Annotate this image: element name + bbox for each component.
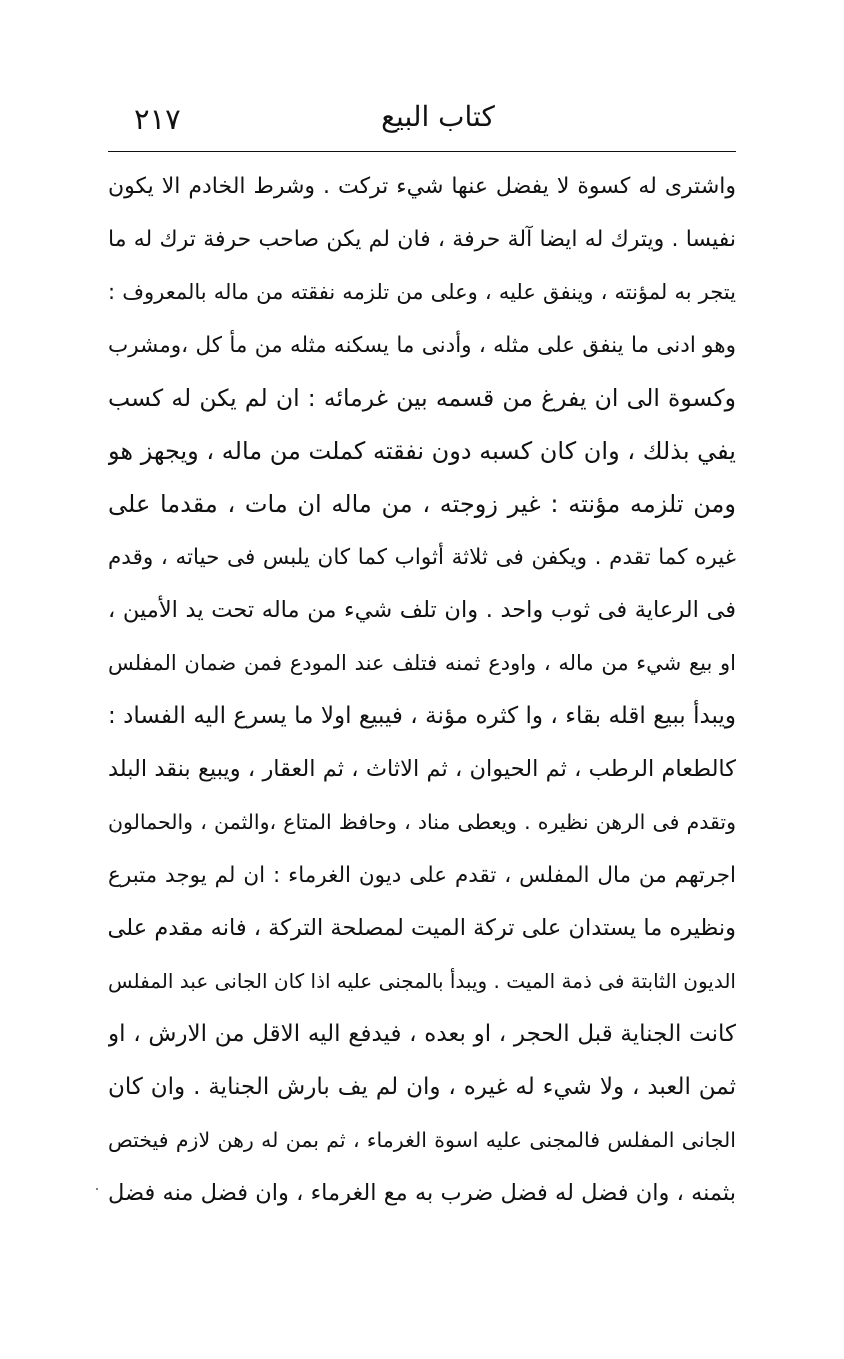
text-line: ونظيره ما يستدان على تركة الميت لمصلحة التركة ، فانه مقدم على (108, 915, 736, 941)
text-line: غيره كما تقدم . ويكفن فى ثلاثة أثواب كما كان يلبس فى حياته ، وقدم (108, 545, 736, 570)
text-line: كالطعام الرطب ، ثم الحيوان ، ثم الاثاث ، ثم العقار ، ويبيع بنقد البلد (108, 756, 736, 782)
text-line: الديون الثابتة فى ذمة الميت . ويبدأ بالمجنى عليه اذا كان الجانى عبد المفلس (108, 969, 736, 993)
body-text (108, 160, 736, 1220)
text-line: الجانى المفلس فالمجنى عليه اسوة الغرماء ، ثم بمن له رهن لازم فيختص (108, 1128, 736, 1152)
scan-speck (96, 1188, 98, 1190)
text-line: واشترى له كسوة لا يفضل عنها شيء تركت . وشرط الخادم الا يكون (108, 174, 736, 199)
text-line: بثمنه ، وان فضل له فضل ضرب به مع الغرماء ، وان فضل منه فضل (108, 1180, 736, 1206)
text-line: ومن تلزمه مؤنته : غير زوجته ، من ماله ان مات ، مقدما على (108, 490, 736, 518)
page-number: ٢١٧ (134, 102, 181, 136)
text-line: كانت الجناية قبل الحجر ، او بعده ، فيدفع اليه الاقل من الارش ، او (108, 1021, 736, 1047)
text-line: وتقدم فى الرهن نظيره . ويعطى مناد ، وحافظ المتاع ،والثمن ، والحمالون (108, 810, 736, 834)
text-line: ثمن العبد ، ولا شيء له غيره ، وان لم يف بارش الجناية . وان كان (108, 1074, 736, 1100)
text-line: اجرتهم من مال المفلس ، تقدم على ديون الغرماء : ان لم يوجد متبرع (108, 863, 736, 888)
text-line: يفي بذلك ، وان كان كسبه دون نفقته كملت من ماله ، ويجهز هو (108, 437, 736, 465)
header-rule (108, 151, 736, 152)
text-line: ويبدأ ببيع اقله بقاء ، وا كثره مؤنة ، فيبيع اولا ما يسرع اليه الفساد : (108, 703, 736, 729)
text-line: فى الرعاية فى ثوب واحد . وان تلف شيء من ماله تحت يد الأمين ، (108, 597, 736, 623)
text-line: وكسوة الى ان يفرغ من قسمه بين غرمائه : ان لم يكن له كسب (108, 384, 736, 412)
text-line: او بيع شيء من ماله ، واودع ثمنه فتلف عند المودع فمن ضمان المفلس (108, 651, 736, 675)
text-line: يتجر به لمؤنته ، وينفق عليه ، وعلى من تلزمه نفقته من ماله بالمعروف : (108, 280, 736, 304)
book-title: كتاب البيع (381, 100, 495, 133)
text-line: وهو ادنى ما ينفق على مثله ، وأدنى ما يسكنه مثله من مأ كل ،ومشرب (108, 333, 736, 358)
running-header (108, 100, 736, 146)
text-line: نفيسا . ويترك له ايضا آلة حرفة ، فان لم يكن صاحب حرفة ترك له ما (108, 227, 736, 252)
